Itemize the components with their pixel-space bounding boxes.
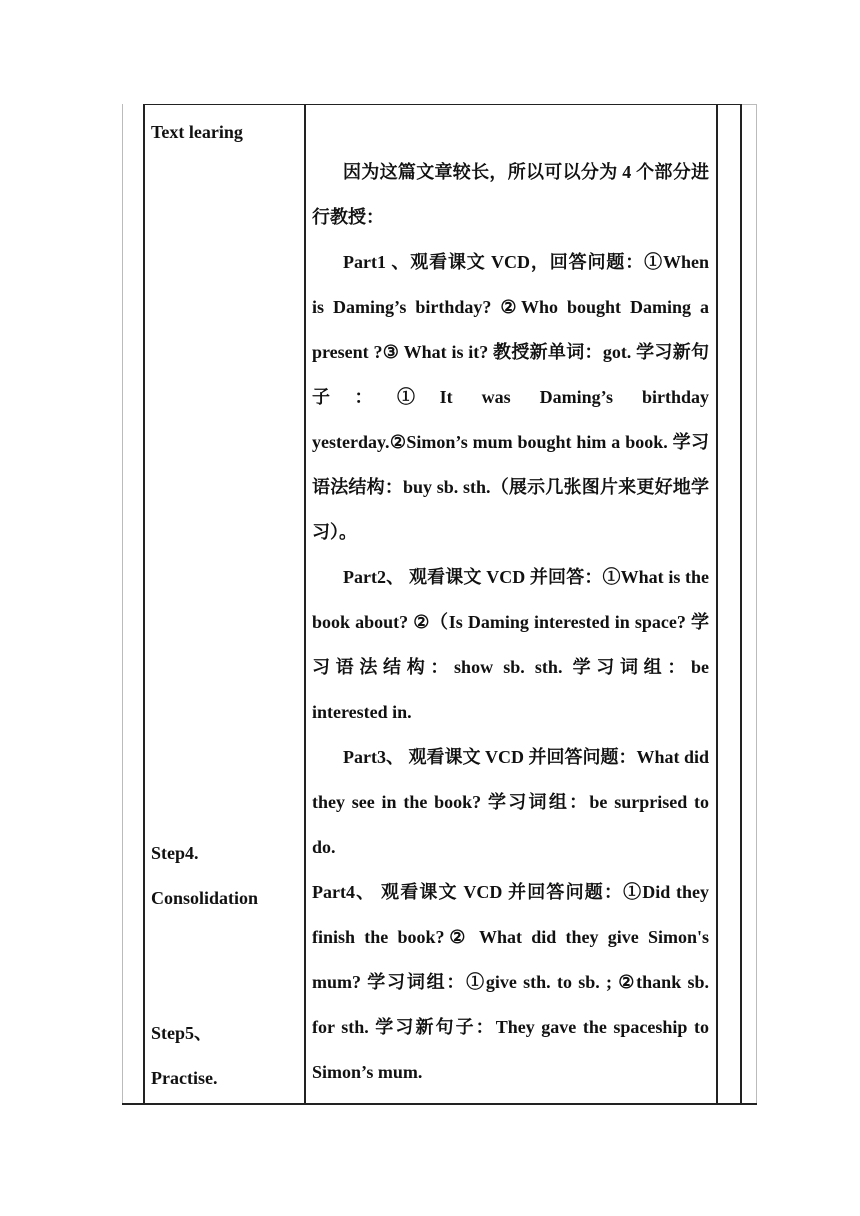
part4-paragraph: Part4、 观看课文 VCD 并回答问题：①Did they finish the book?② What did they give Simon's mum? 学习词组：①give sth. to sb. ; ②thank sb. for sth. 学习新句子：They gave the spaceship to Simon’s mum. — [312, 882, 709, 1082]
table-outer-right-border — [756, 104, 757, 1104]
table-column-border-3 — [716, 104, 718, 1104]
lesson-content — [312, 150, 709, 1095]
part2-paragraph: Part2、 观看课文 VCD 并回答：①What is the book about? ②（Is Daming interested in space? 学习语法结构：show sb. sth. 学习词组：be interested in. — [312, 567, 709, 722]
consolidation-label: Consolidation — [151, 888, 259, 908]
table-top-border-extension — [741, 104, 757, 105]
practise-label: Practise. — [151, 1068, 218, 1088]
intro-paragraph: 因为这篇文章较长，所以可以分为 4 个部分进行教授： — [312, 162, 709, 227]
table-column-border-2 — [304, 104, 306, 1104]
table-bottom-border — [122, 1103, 757, 1105]
step4-label: Step4. — [151, 843, 199, 863]
part1-paragraph: Part1 、观看课文 VCD，回答问题：①When is Daming’s birthday? ②Who bought Daming a present ?③ What is it? 教授新单词：got. 学习新句子：①It was Daming’s birthday yesterday.②Simon’s mum bought him a book. 学习语法结构：buy sb. sth.（展示几张图片来更好地学习）。 — [312, 252, 709, 542]
part3-paragraph: Part3、 观看课文 VCD 并回答问题：What did they see in the book? 学习词组：be surprised to do. — [312, 747, 710, 857]
table-top-border — [143, 104, 741, 105]
table-column-border-4 — [740, 104, 742, 1104]
table-outer-left-border — [122, 104, 123, 1104]
step5-label: Step5、 — [151, 1023, 213, 1043]
table-column-border-1 — [143, 104, 145, 1104]
text-learning-label: Text learing — [151, 122, 243, 142]
